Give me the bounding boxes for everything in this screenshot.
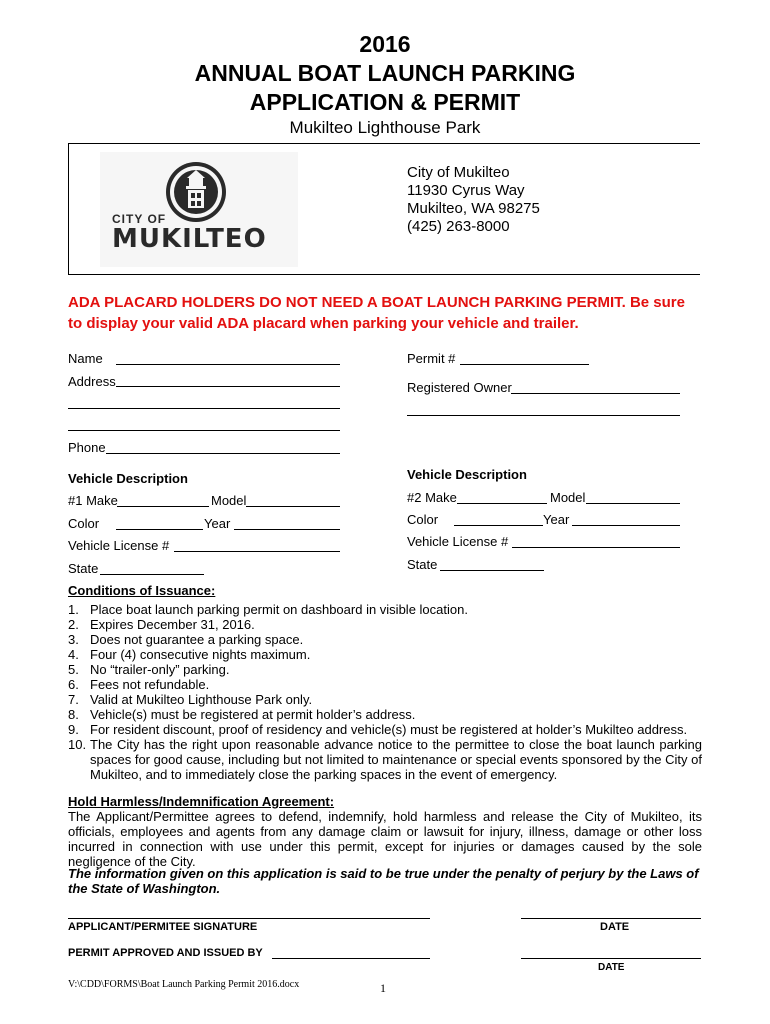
- name-label: Name: [68, 351, 103, 366]
- header-divider-left: [68, 143, 69, 274]
- license1-label: Vehicle License #: [68, 538, 170, 553]
- license1-field[interactable]: [174, 551, 340, 552]
- registered-owner-field[interactable]: [511, 393, 680, 394]
- model1-label: Model: [211, 493, 247, 508]
- address-line-1: City of Mukilteo: [407, 164, 510, 181]
- year1-label: Year: [204, 516, 231, 531]
- state1-field[interactable]: [100, 574, 204, 575]
- perjury-statement: The information given on this application is said to be true under the penalty of perjury by the Laws of the State of Washington.: [68, 866, 699, 896]
- make1-label: #1 Make: [68, 493, 118, 508]
- model2-field[interactable]: [586, 503, 680, 504]
- ada-notice-line2: to display your valid ADA placard when parking your vehicle and trailer.: [68, 315, 579, 332]
- make1-field[interactable]: [117, 506, 209, 507]
- address-line-4: (425) 263-8000: [407, 218, 510, 235]
- registered-owner-field-line2[interactable]: [407, 415, 680, 416]
- applicant-signature-field[interactable]: [68, 918, 430, 919]
- address-field-line3[interactable]: [68, 430, 340, 431]
- list-item: 3. Does not guarantee a parking space.: [68, 632, 304, 647]
- name-field[interactable]: [116, 364, 340, 365]
- footer-file-path: V:\CDD\FORMS\Boat Launch Parking Permit 2016.docx: [68, 979, 300, 990]
- date1-label: DATE: [600, 921, 630, 933]
- year2-field[interactable]: [572, 525, 680, 526]
- address-field-line1[interactable]: [116, 386, 340, 387]
- page-number: 1: [380, 981, 386, 995]
- hold-harmless-text: The Applicant/Permittee agrees to defend, indemnify, hold harmless and release the City of Mukilteo, its officials, employees and agents from any damage claim or lawsuit for injury, illness, damage or other loss incurred in connection with use under this permit, except for injuries or damages caused by the sole negligence of the City.: [68, 809, 702, 869]
- vehicle-description-left: Vehicle Description: [68, 471, 188, 486]
- conditions-section: [68, 583, 702, 782]
- permit-field[interactable]: [460, 364, 589, 365]
- city-address: [407, 164, 540, 236]
- list-item: 6. Fees not refundable.: [68, 677, 210, 692]
- year2-label: Year: [543, 512, 570, 527]
- list-item: 2. Expires December 31, 2016.: [68, 617, 255, 632]
- address-label: Address: [68, 374, 116, 389]
- color1-label: Color: [68, 516, 100, 531]
- hold-harmless-heading: Hold Harmless/Indemnification Agreement:: [68, 794, 335, 809]
- permit-label: Permit #: [407, 351, 456, 366]
- conditions-heading: Conditions of Issuance:: [68, 583, 216, 598]
- ada-notice: [68, 292, 685, 334]
- approved-by-field[interactable]: [272, 958, 430, 959]
- address-line-3: Mukilteo, WA 98275: [407, 200, 540, 217]
- list-item: 4. Four (4) consecutive nights maximum.: [68, 647, 311, 662]
- address-line-2: 11930 Cyrus Way: [407, 182, 525, 199]
- form-title-line2: APPLICATION & PERMIT: [249, 89, 521, 115]
- address-field-line2[interactable]: [68, 408, 340, 409]
- make2-field[interactable]: [457, 503, 547, 504]
- date1-field[interactable]: [521, 918, 701, 919]
- state1-label: State: [68, 561, 99, 576]
- list-item: 8. Vehicle(s) must be registered at permit holder’s address.: [68, 707, 416, 722]
- color2-field[interactable]: [454, 525, 543, 526]
- year1-field[interactable]: [234, 529, 340, 530]
- license2-label: Vehicle License #: [407, 534, 509, 549]
- header-divider-bottom: [68, 274, 700, 275]
- phone-label: Phone: [68, 440, 106, 455]
- color2-label: Color: [407, 512, 439, 527]
- registered-owner-label: Registered Owner: [407, 380, 512, 395]
- header-divider-top: [68, 143, 700, 144]
- list-item: 10. The City has the right upon reasonable advance notice to the permittee to close the boat launch parking spaces for good cause, including but not limited to maintenance or special events sponsored by the City of Mukilteo, and to immediately close the parking spaces in the event of emergency.: [68, 737, 702, 782]
- list-item: 5. No “trailer-only” parking.: [68, 662, 230, 677]
- form-subtitle: Mukilteo Lighthouse Park: [289, 118, 481, 137]
- date2-field[interactable]: [521, 958, 701, 959]
- list-item: 9. For resident discount, proof of residency and vehicle(s) must be registered at holder’s Mukilteo address.: [68, 722, 688, 737]
- conditions-list: [68, 602, 702, 782]
- make2-label: #2 Make: [407, 490, 457, 505]
- ada-notice-line1: ADA PLACARD HOLDERS DO NOT NEED A BOAT LAUNCH PARKING PERMIT. Be sure: [68, 294, 685, 311]
- date2-label: DATE: [598, 962, 625, 973]
- list-item: 7. Valid at Mukilteo Lighthouse Park only.: [68, 692, 313, 707]
- form-title-line1: ANNUAL BOAT LAUNCH PARKING: [194, 60, 576, 86]
- list-item: 1. Place boat launch parking permit on dashboard in visible location.: [68, 602, 468, 617]
- approved-by-label: PERMIT APPROVED AND ISSUED BY: [68, 947, 263, 959]
- form-year: 2016: [359, 31, 411, 57]
- state2-label: State: [407, 557, 438, 572]
- applicant-signature-label: APPLICANT/PERMITEE SIGNATURE: [68, 921, 258, 933]
- logo-mukilteo: MUKILTEO: [112, 224, 267, 254]
- state2-field[interactable]: [440, 570, 544, 571]
- phone-field[interactable]: [106, 453, 340, 454]
- license2-field[interactable]: [512, 547, 680, 548]
- vehicle-description-right: Vehicle Description: [407, 467, 527, 482]
- logo-city-of: CITY OF: [112, 212, 167, 226]
- model1-field[interactable]: [246, 506, 340, 507]
- city-logo: [100, 152, 298, 267]
- color1-field[interactable]: [116, 529, 203, 530]
- hold-harmless-section: [68, 794, 702, 869]
- model2-label: Model: [550, 490, 586, 505]
